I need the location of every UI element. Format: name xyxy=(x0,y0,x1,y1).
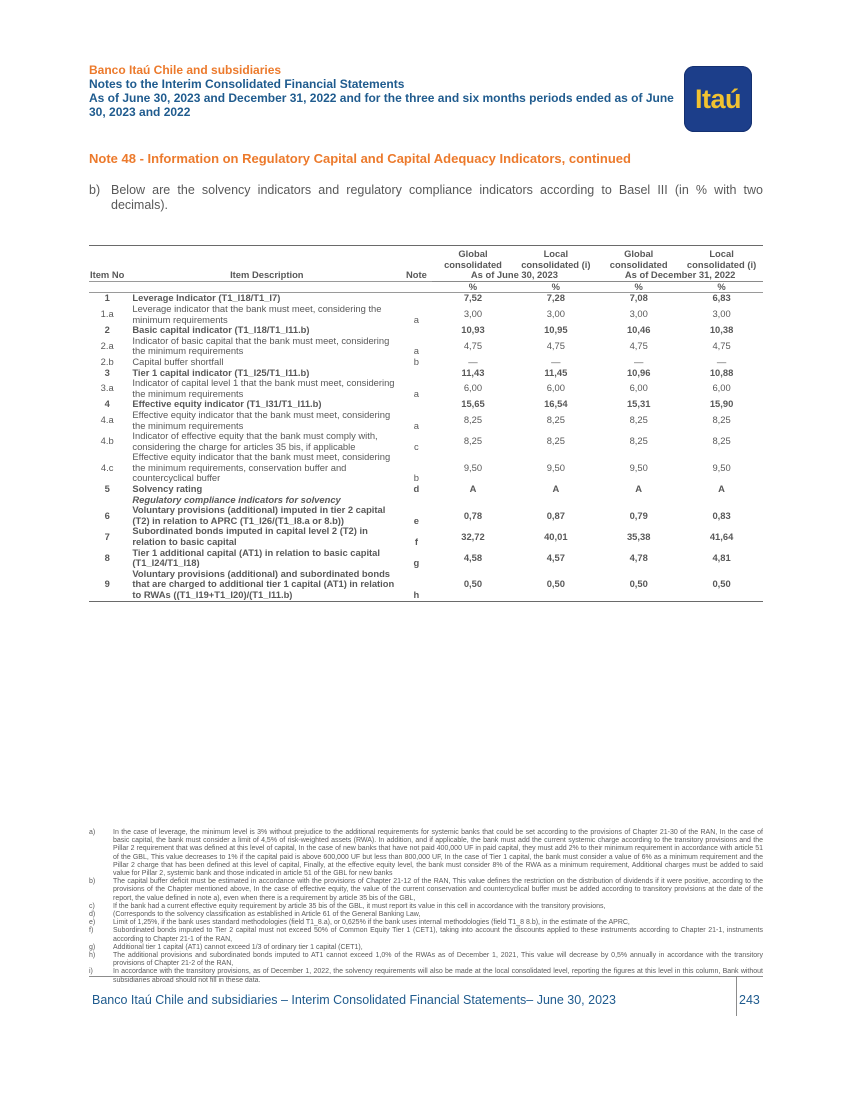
table-row xyxy=(89,452,763,484)
footer-text: Banco Itaú Chile and subsidiaries – Interim Consolidated Financial Statements– June 30, 2023 xyxy=(92,993,616,1007)
item-value: 0,83 xyxy=(712,509,731,521)
footnote xyxy=(89,919,763,927)
item-value: 8,25 xyxy=(712,435,731,447)
table-row xyxy=(89,336,763,357)
footer-rule xyxy=(89,976,763,977)
item-note: f xyxy=(414,536,418,548)
item-note: c xyxy=(414,440,419,452)
item-value: 6,00 xyxy=(463,382,483,394)
item-description: Voluntary provisions (additional) imputed in tier 2 capital (T2) in relation to APRC (T1_I26/(T1_I8.a or 8.b)) xyxy=(132,504,386,526)
item-note: a xyxy=(413,419,419,431)
footnote-key: e) xyxy=(89,919,96,927)
table-row xyxy=(89,378,763,399)
period-june: As of June 30, 2023 xyxy=(432,270,598,281)
item-value: 3,00 xyxy=(712,308,731,320)
table-row xyxy=(89,505,763,526)
item-no: 3 xyxy=(104,366,110,378)
item-note: h xyxy=(413,589,420,600)
item-value: 40,01 xyxy=(544,530,568,542)
item-value: 8,25 xyxy=(712,414,731,426)
item-value: 3,00 xyxy=(546,308,565,320)
item-note: b xyxy=(413,355,419,367)
item-value: 7,28 xyxy=(546,292,565,304)
item-no: 2.b xyxy=(100,355,114,367)
footnote xyxy=(89,903,763,911)
item-value: 6,00 xyxy=(546,382,565,394)
item-value: 9,50 xyxy=(629,461,648,473)
item-note xyxy=(401,399,431,410)
item-value: 10,96 xyxy=(626,366,651,378)
item-value: 4,75 xyxy=(463,340,483,352)
item-no: 1 xyxy=(104,292,110,304)
item-value: 3,00 xyxy=(463,308,483,320)
item-value: 0,50 xyxy=(463,578,483,590)
item-value: 4,81 xyxy=(712,551,731,563)
item-value: 4,75 xyxy=(712,340,731,352)
footer-divider xyxy=(736,976,737,1016)
footnote-text: If the bank had a current effective equity requirement by article 35 bis of the GBL, it must report its value in this cell in accordance with the transitory provisions, xyxy=(113,902,606,910)
item-value: 8,25 xyxy=(546,435,565,447)
item-value: 32,72 xyxy=(461,530,485,542)
item-value: 4,75 xyxy=(629,340,648,352)
item-no: 4.b xyxy=(100,435,114,447)
item-value: A xyxy=(635,483,643,495)
item-value: 8,25 xyxy=(546,414,565,426)
footnotes xyxy=(89,829,763,985)
table-row xyxy=(89,548,763,569)
item-value: 6,00 xyxy=(712,382,731,394)
table-row xyxy=(89,304,763,325)
item-no: 4.c xyxy=(100,461,114,473)
item-no: 4.a xyxy=(100,414,114,426)
intro-paragraph xyxy=(89,183,763,213)
col-global-june: Global consolidated xyxy=(444,248,502,270)
page-number: 243 xyxy=(739,993,760,1007)
footnote-text: In accordance with the transitory provisions, as of December 1, 2022, the solvency requirements will also be made at the local consolidated level, reporting the figures at this level in this column, Bank without subsidiaries abroad should not fill in these data. xyxy=(113,968,763,984)
intro-text: Below are the solvency indicators and regulatory compliance indicators according to Basel III (in % with two decimals). xyxy=(111,183,763,212)
item-value: 9,50 xyxy=(712,461,731,473)
item-value: 10,38 xyxy=(709,324,734,336)
table-row xyxy=(89,569,763,601)
item-description: Subordinated bonds imputed in capital level 2 (T2) in relation to basic capital xyxy=(132,525,368,548)
header-period: As of June 30, 2023 and December 31, 2022 and for the three and six months periods ended as of June 30, 2023 and 2022 xyxy=(89,91,674,119)
item-no: 3.a xyxy=(100,382,114,394)
footnote-key: a) xyxy=(89,829,96,836)
pct-unit: % xyxy=(680,281,763,293)
footnote xyxy=(89,878,763,903)
item-value: 7,52 xyxy=(463,292,483,304)
item-note: d xyxy=(413,483,420,495)
item-description: Voluntary provisions (additional) and subordinated bonds that are charged to additional tier 1 capital (AT1) in relation to RWAs ((T1_I19+T1_I20)/(T1_I11.b) xyxy=(132,567,395,600)
item-description: Leverage Indicator (T1_I18/T1_I7) xyxy=(132,292,281,304)
item-value: 15,31 xyxy=(626,398,651,410)
item-description: Tier 1 capital indicator (T1_I25/T1_I11.b) xyxy=(132,366,310,378)
footnote-text: In the case of leverage, the minimum level is 3% without prejudice to the additional requirements for systemic banks that could be set according to the provisions of Chapter 21-30 of the RAN, In the case of basic capital, the bank must consider a limit of 4,5% of risk-weighted assets (RWA). In addition, and if applicable, the bank must add the current systemic charge according to the transitory provisions and the Pillar 2 requirement that was defined at this level of capital, In the case of new banks that have not paid 400,000 UF in paid capital, they must add 2% to their minimum requirement in accordance with article 51 of the GBL, This value decreases to 1% if the capital paid is above 600,000 UF but less than 800,000 UF, In the case of Tier 1 capital, the bank must consider a value of 6% as a minimum requirement and the Pillar 2 charge that has been defined at this level of capital, Finally, at the effective equity level, the bank must consider 8% of the RWA as a minimum requirement, Additional charges must be added to said value for Pillar 2, systemic bank and those indicated in article 51 of the GBL for new banks xyxy=(113,829,763,878)
item-note: a xyxy=(413,387,419,399)
item-value: 41,64 xyxy=(709,530,734,542)
solvency-indicators-table xyxy=(89,245,763,602)
pct-unit: % xyxy=(514,281,597,293)
col-note: Note xyxy=(405,269,427,281)
table-row xyxy=(89,431,763,452)
item-description: Leverage indicator that the bank must meet, considering the minimum requirements xyxy=(132,302,382,325)
footnote xyxy=(89,952,763,968)
item-value: 16,54 xyxy=(544,398,568,410)
itau-logo xyxy=(684,66,752,132)
logo-text: Itaú xyxy=(694,84,741,114)
footnote-text: The additional provisions and subordinated bonds imputed to AT1 cannot exceed 1,0% of the RWAs as of December 1, 2021, This value will decrease by 0,5% annually in accordance with the transitory provisions of Chapter 21-2 of the RAN, xyxy=(113,952,763,968)
note-title: Note 48 - Information on Regulatory Capital and Capital Adequacy Indicators, continued xyxy=(89,151,631,166)
company-name: Banco Itaú Chile and subsidiaries xyxy=(89,63,282,77)
item-note xyxy=(401,495,431,506)
item-note: a xyxy=(413,313,419,325)
footnote-text: The capital buffer deficit must be estimated in accordance with the provisions of Chapter 21-12 of the RAN, This value defines the restriction on the distribution of dividends if it were positive, according to the provisions of the Chapter mentioned above, In the case of effective equity, the value of the current conservation and countercyclical buffer must be added according to transitory provisions at the date of the report, the value defined in note a), even when there is a requirement by article 35 bis of the GBL, xyxy=(113,878,763,902)
item-no: 6 xyxy=(104,509,110,521)
col-local-dec: Local consolidated (i) xyxy=(686,248,757,270)
footnote-key: d) xyxy=(89,911,96,919)
footnote xyxy=(89,829,763,878)
item-description: Indicator of basic capital that the bank must meet, considering the minimum requirements xyxy=(132,334,390,357)
item-value: 10,88 xyxy=(709,366,734,378)
footnote-key: c) xyxy=(89,902,95,910)
item-value: A xyxy=(718,483,725,495)
item-value: 8,25 xyxy=(629,414,648,426)
item-value: 11,43 xyxy=(461,366,485,378)
item-no: 5 xyxy=(104,483,110,495)
item-description: Basic capital indicator (T1_I18/T1_I11.b) xyxy=(132,324,310,336)
item-description: Regulatory compliance indicators for solvency xyxy=(132,493,341,505)
item-note xyxy=(401,325,431,336)
footnote xyxy=(89,911,763,919)
item-value: 4,58 xyxy=(463,551,483,563)
item-note: e xyxy=(413,514,419,526)
table-row xyxy=(89,410,763,431)
item-value: 7,08 xyxy=(629,292,648,304)
item-description: Effective equity indicator (T1_I31/T1_I11.b) xyxy=(132,398,322,410)
item-value xyxy=(597,495,680,506)
footnote xyxy=(89,944,763,952)
item-value: — xyxy=(468,355,478,367)
item-value: 4,78 xyxy=(629,551,648,563)
item-value: 0,87 xyxy=(546,509,565,521)
item-value: 0,50 xyxy=(712,578,731,590)
item-value: 8,25 xyxy=(629,435,648,447)
item-note xyxy=(401,368,431,379)
table-row xyxy=(89,526,763,547)
item-value: 10,93 xyxy=(461,324,485,336)
table-body xyxy=(89,293,763,601)
item-note: a xyxy=(413,345,419,357)
col-global-dec: Global consolidated xyxy=(609,248,668,270)
item-value: 9,50 xyxy=(546,461,565,473)
item-value: 3,00 xyxy=(629,308,648,320)
page-header xyxy=(89,63,679,119)
footnote-key: h) xyxy=(89,952,96,960)
col-item-desc: Item Description xyxy=(230,269,304,281)
footnote xyxy=(89,927,763,943)
item-description: Solvency rating xyxy=(132,483,203,495)
item-value: A xyxy=(469,483,477,495)
footnote-key: b) xyxy=(89,878,96,886)
item-value: 6,83 xyxy=(712,292,731,304)
item-description: Indicator of effective equity that the bank must comply with, considering the charge for articles 35 bis, if applicable xyxy=(132,430,378,452)
item-value: 11,45 xyxy=(544,366,568,378)
item-value: 0,50 xyxy=(546,578,565,590)
item-value: 8,25 xyxy=(463,414,483,426)
footnote-text: Subordinated bonds imputed to Tier 2 capital must not exceed 50% of Common Equity Tier 1 (CET1), taking into account the discounts applied to these instruments according to Chapter 21-1, instruments according to Chapter 21-1 of the RAN, xyxy=(113,927,763,943)
item-value: — xyxy=(634,355,644,367)
item-value: 0,50 xyxy=(629,578,648,590)
header-notes-title: Notes to the Interim Consolidated Financial Statements xyxy=(89,77,405,91)
item-no: 9 xyxy=(104,578,110,590)
item-description: Effective equity indicator that the bank must meet, considering the minimum requirements, conservation buffer and countercyclical buffer xyxy=(132,451,391,484)
col-item-no: Item No xyxy=(89,269,125,281)
item-value: 4,75 xyxy=(546,340,565,352)
item-value: — xyxy=(551,355,561,367)
item-value: 0,79 xyxy=(629,509,648,521)
item-value: 10,46 xyxy=(626,324,651,336)
footnote-text: Limit of 1,25%, if the bank uses standard methodologies (field T1_8.a), or 0,625% if the bank uses internal methodologies (field T1_8 8.b), in the estimate of the APRC, xyxy=(113,919,630,927)
item-value: 15,90 xyxy=(709,398,734,410)
item-value: A xyxy=(552,483,560,495)
footnote-key: f) xyxy=(89,927,94,935)
pct-unit: % xyxy=(597,281,680,293)
item-note: g xyxy=(413,557,420,569)
item-value: — xyxy=(716,355,727,367)
item-value: 15,65 xyxy=(461,398,485,410)
period-dec: As of December 31, 2022 xyxy=(597,270,763,281)
item-note: b xyxy=(413,472,419,484)
item-no: 7 xyxy=(104,530,110,542)
item-value: 6,00 xyxy=(629,382,648,394)
intro-label: b) xyxy=(89,183,101,197)
item-value: 35,38 xyxy=(626,530,651,542)
item-no xyxy=(89,495,125,506)
footnote-key: i) xyxy=(89,968,93,976)
item-no: 2.a xyxy=(100,340,114,352)
footnote-text: Additional tier 1 capital (AT1) cannot exceed 1/3 of ordinary tier 1 capital (CET1), xyxy=(113,943,363,951)
item-note xyxy=(401,293,431,304)
item-value xyxy=(680,495,763,506)
item-value xyxy=(432,495,515,506)
item-description: Tier 1 additional capital (AT1) in relation to basic capital (T1_I24/T1_I18) xyxy=(132,546,380,569)
item-description: Effective equity indicator that the bank must meet, considering the minimum requirements xyxy=(132,408,391,431)
item-no: 8 xyxy=(104,551,110,563)
table-row xyxy=(89,357,763,368)
item-description: Indicator of capital level 1 that the bank must meet, considering the minimum requirements xyxy=(132,377,395,399)
footnote-key: g) xyxy=(89,943,96,951)
item-no: 4 xyxy=(104,398,110,410)
item-value: 8,25 xyxy=(463,435,483,447)
item-value: 0,78 xyxy=(463,509,483,521)
item-description: Capital buffer shortfall xyxy=(132,355,224,367)
item-no: 2 xyxy=(104,324,110,336)
item-value: 9,50 xyxy=(463,461,483,473)
footnote-text: (Corresponds to the solvency classification as established in Article 61 of the General Banking Law, xyxy=(113,911,421,919)
item-value: 10,95 xyxy=(544,324,568,336)
pct-unit: % xyxy=(432,281,515,293)
item-value: 4,57 xyxy=(546,551,565,563)
col-local-june: Local consolidated (i) xyxy=(521,248,591,270)
item-value xyxy=(514,495,597,506)
item-no: 1.a xyxy=(100,308,114,320)
